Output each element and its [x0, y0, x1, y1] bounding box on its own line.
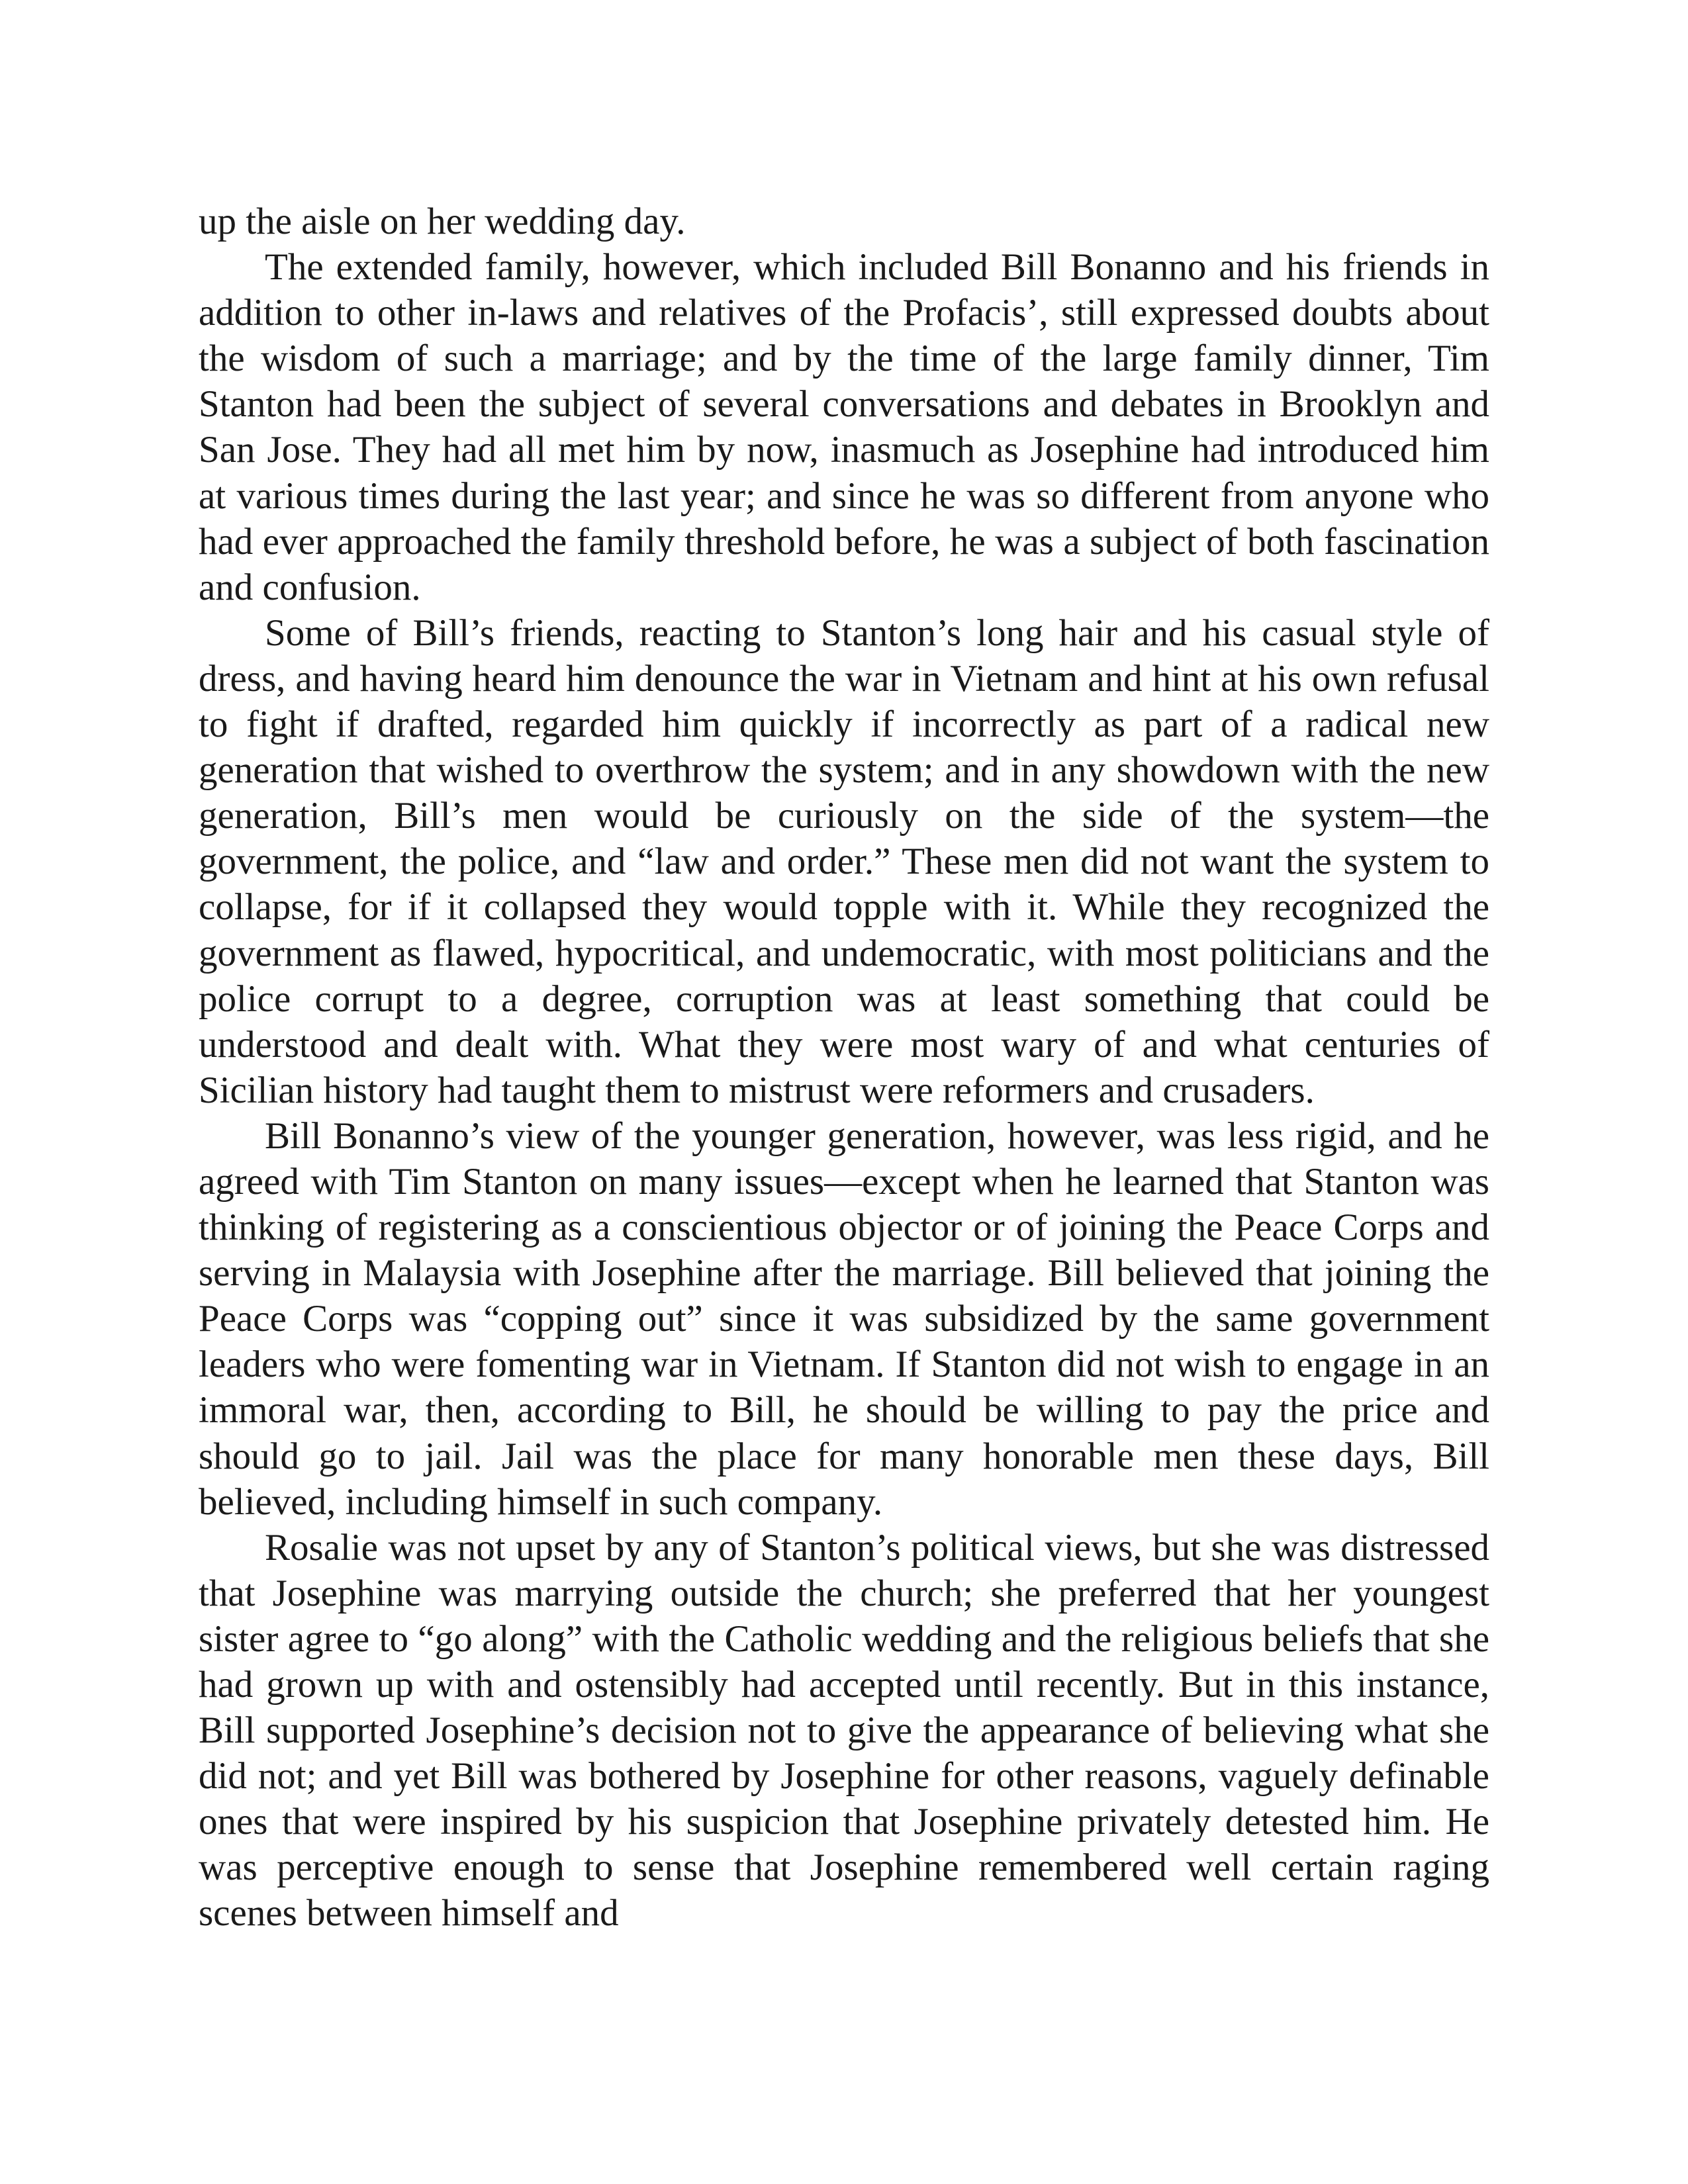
paragraph-continuation: up the aisle on her wedding day.: [199, 201, 686, 242]
paragraph: Some of Bill’s friends, reacting to Stanton’s long hair and his casual style of dress, and having heard him denounce the war in Vietnam and hint at his own refusal to fight if drafted, regarded him quickly if incorrectly as part of a radical new generation that wished to overthrow the system; and in any showdown with the new generation, Bill’s men would be curiously on the side of the system—the government, the police, and “law and order.” These men did not want the system to collapse, for if it collapsed they would topple with it. While they recognized the government as flawed, hypocritical, and undemocratic, with most politicians and the police corrupt to a degree, corruption was at least something that could be understood and dealt with. What they were most wary of and what centuries of Sicilian history had taught them to mistrust were reformers and crusaders.: [199, 612, 1489, 1111]
paragraph: Rosalie was not upset by any of Stanton’s political views, but she was distressed that Josephine was marrying outside the church; she preferred that her youngest sister agree to “go along” with the Catholic wedding and the religious beliefs that she had grown up with and ostensibly had accepted until recently. But in this instance, Bill supported Josephine’s decision not to give the appearance of believing what she did not; and yet Bill was bothered by Josephine for other reasons, vaguely definable ones that were inspired by his suspicion that Josephine privately detested him. He was perceptive enough to sense that Josephine remembered well certain raging scenes between himself and: [199, 1526, 1489, 1934]
paragraph: Bill Bonanno’s view of the younger generation, however, was less rigid, and he agreed with Tim Stanton on many issues—except when he learned that Stanton was thinking of registering as a conscientious objector or of joining the Peace Corps and serving in Malaysia with Josephine after the marriage. Bill believed that joining the Peace Corps was “copping out” since it was subsidized by the same government leaders who were fomenting war in Vietnam. If Stanton did not wish to engage in an immoral war, then, according to Bill, he should be willing to pay the price and should go to jail. Jail was the place for many honorable men these days, Bill believed, including himself in such company.: [199, 1115, 1489, 1523]
paragraph: The extended family, however, which included Bill Bonanno and his friends in addition to other in-laws and relatives of the Profacis’, still expressed doubts about the wisdom of such a marriage; and by the time of the large family dinner, Tim Stanton had been the subject of several conversations and debates in Brooklyn and San Jose. They had all met him by now, inasmuch as Josephine had introduced him at various times during the last year; and since he was so different from anyone who had ever approached the family threshold before, he was a subject of both fascination and confusion.: [199, 246, 1489, 608]
body-text: [199, 199, 1489, 1936]
